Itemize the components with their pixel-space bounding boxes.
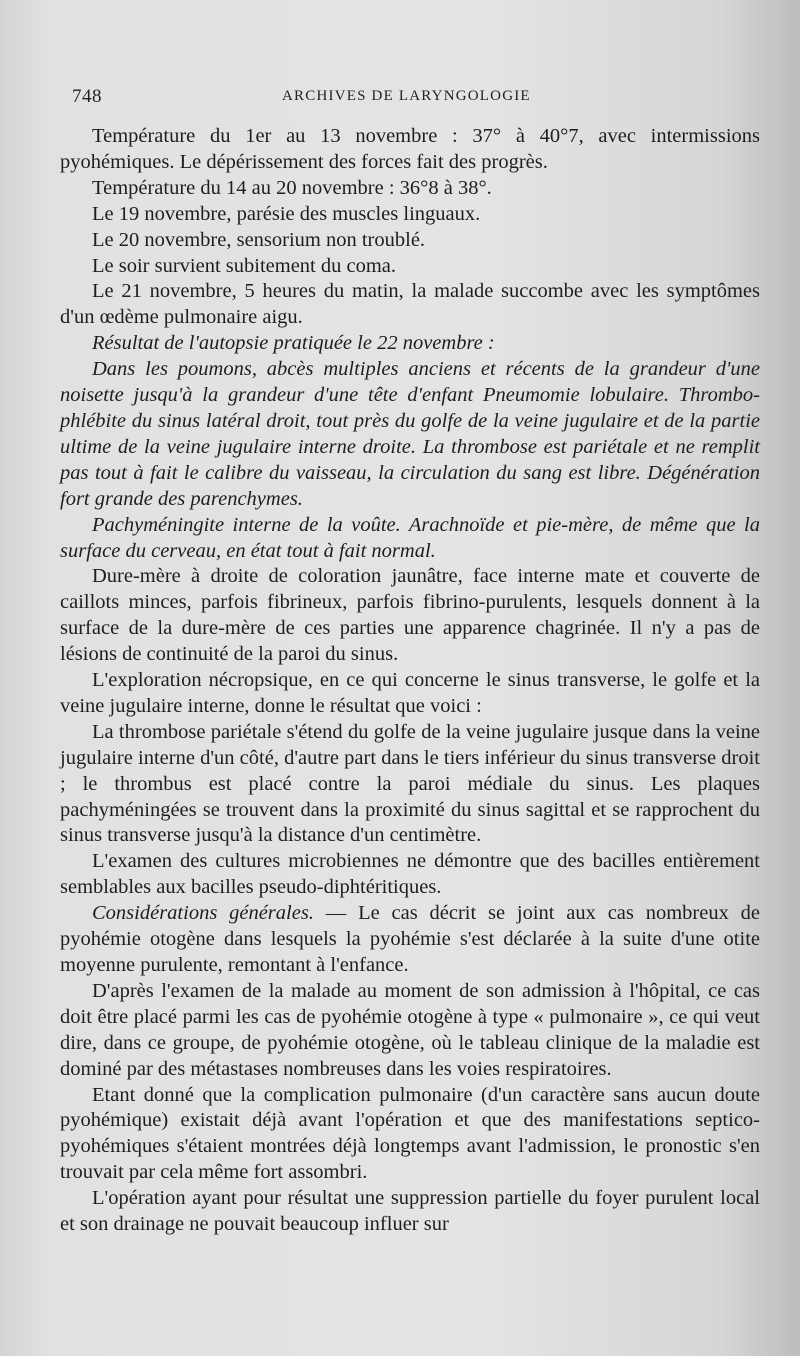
paragraph: Le 21 novembre, 5 heures du matin, la malade succombe avec les symptômes d'un œdème pulmonaire aigu. xyxy=(60,280,760,329)
considerations-text: — Le cas décrit se joint aux cas nombreux de pyohémie otogène dans lesquels la pyohémie s'est déclarée à la suite d'une otite moyenne purulente, remontant à l'enfance. xyxy=(60,902,760,976)
paragraph: Le 19 novembre, parésie des muscles linguaux. xyxy=(92,202,481,225)
paragraph: L'examen des cultures microbiennes ne démontre que des bacilles entièrement semblables aux bacilles pseudo-diphtéritiques. xyxy=(60,850,760,899)
paragraph: Température du 1er au 13 novembre : 37° à 40°7, avec intermissions pyohémiques. Le dépérissement des forces fait des progrès. xyxy=(60,125,760,173)
paragraph: D'après l'examen de la malade au moment de son admission à l'hôpital, ce cas doit être placé parmi les cas de pyohémie otogène à type « pulmonaire », ce qui veut dire, dans ce groupe, de pyohémie otogène, où le tableau clinique de la maladie est dominé par des métastases nombreuses dans les voies respiratoires. xyxy=(60,979,760,1080)
running-title: ARCHIVES DE LARYNGOLOGIE xyxy=(282,88,531,104)
considerations-paragraph xyxy=(60,901,760,979)
paragraph: Température du 14 au 20 novembre : 36°8 à 38°. xyxy=(92,176,492,199)
paragraph: Etant donné que la complication pulmonaire (d'un caractère sans aucun doute pyohémique) existait déjà avant l'opération et que des manifestations septico-pyohémiques s'étaient montrées déjà longtemps avant l'admission, le pronostic s'en trouvait par cela même fort assombri. xyxy=(60,1083,760,1184)
paragraph: La thrombose pariétale s'étend du golfe de la veine jugulaire jusque dans la veine jugulaire interne d'un côté, d'autre part dans le tiers inférieur du sinus transverse droit ; le thrombus est placé contre la paroi médiale du sinus. Les plaques pachyméningées se trouvent dans la proximité du sinus sagittal et se rapprochent du sinus transverse jusqu'à la distance d'un centimètre. xyxy=(60,720,760,847)
page-header xyxy=(72,86,752,110)
page-number: 748 xyxy=(72,86,102,107)
autopsy-meninges: Pachyméningite interne de la voûte. Arachnoïde et pie-mère, de même que la surface du cerveau, en état tout à fait normal. xyxy=(60,513,760,562)
paragraph: Le 20 novembre, sensorium non troublé. xyxy=(92,228,426,251)
autopsy-findings: Dans les poumons, abcès multiples anciens et récents de la grandeur d'une noisette jusqu'à la grandeur d'une tête d'enfant Pneumomie lobulaire. Thrombo-phlébite du sinus latéral droit, tout près du golfe de la veine jugulaire et de la partie ultime de la veine jugulaire interne droite. La thrombose est pariétale et ne remplit pas tout à fait le calibre du vaisseau, la circulation du sang est libre. Dégénération fort grande des parenchymes. xyxy=(60,358,760,510)
paragraph: Dure-mère à droite de coloration jaunâtre, face interne mate et couverte de caillots minces, parfois fibrineux, parfois fibrino-purulents, lesquels donnent à la surface de la dure-mère de ces parties une apparence chagrinée. Il n'y a pas de lésions de continuité de la paroi du sinus. xyxy=(60,565,760,666)
body-text xyxy=(60,124,760,1238)
considerations-lead: Considérations générales. xyxy=(92,902,314,925)
paragraph: L'opération ayant pour résultat une suppression partielle du foyer purulent local et son drainage ne pouvait beaucoup influer sur xyxy=(60,1187,760,1236)
paragraph: Le soir survient subitement du coma. xyxy=(92,254,397,277)
paragraph: L'exploration nécropsique, en ce qui concerne le sinus transverse, le golfe et la veine jugulaire interne, donne le résultat que voici : xyxy=(60,669,760,717)
autopsy-heading: Résultat de l'autopsie pratiquée le 22 novembre : xyxy=(92,332,495,355)
